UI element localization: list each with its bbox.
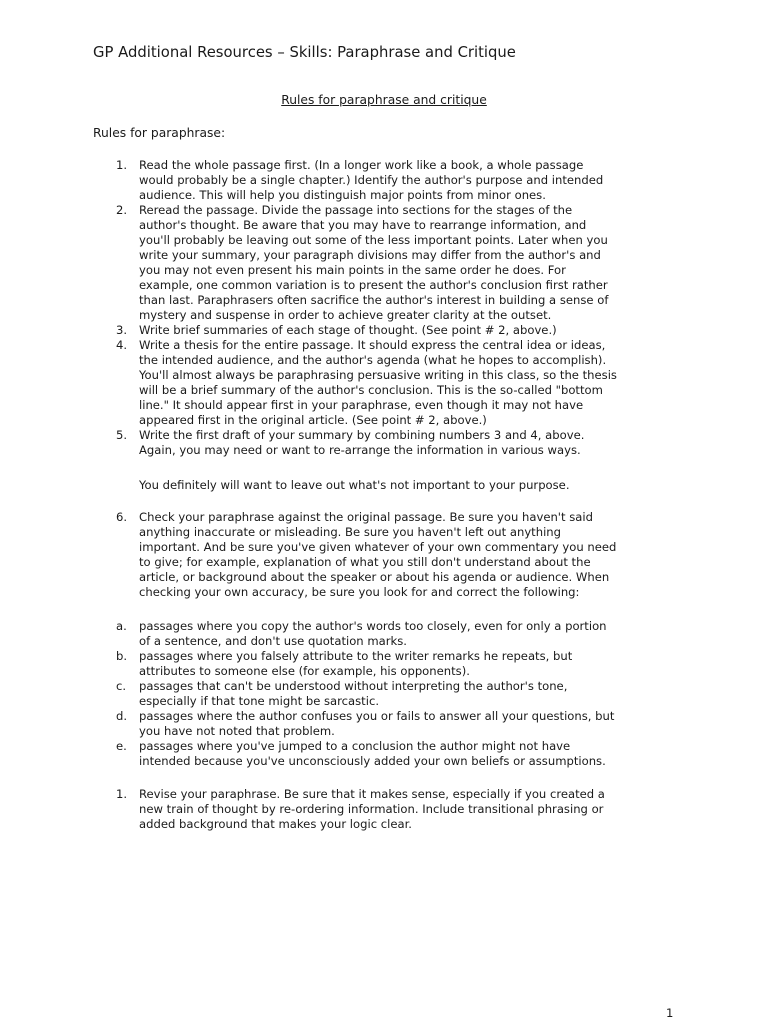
correction-sublist <box>93 619 683 769</box>
document-title: GP Additional Resources – Skills: Paraphrase and Critique <box>93 44 516 61</box>
list-item-text: Write a thesis for the entire passage. It should express the central idea or ideas, the intended audience, and the author's agenda (what he hopes to accomplish). You'll almost always be paraphrasing persuasive writing in this class, so the thesis will be a brief summary of the author's conclusion. This is the so-called "bottom line." It should appear first in your paraphrase, even though it may not have appeared first in the original article. (See point # 2, above.) <box>139 338 617 427</box>
rules-list-check <box>93 510 683 600</box>
list-item-text: passages where you falsely attribute to the writer remarks he repeats, but attributes to someone else (for example, his opponents). <box>139 649 573 678</box>
list-item <box>93 510 683 600</box>
list-item <box>93 679 683 709</box>
list-item <box>93 338 683 428</box>
page-number: 1 <box>666 1006 674 1020</box>
list-item <box>93 787 683 832</box>
purpose-note: You definitely will want to leave out what's not important to your purpose. <box>139 478 570 492</box>
list-item-text: Revise your paraphrase. Be sure that it makes sense, especially if you created a new train of thought by re-ordering information. Include transitional phrasing or added background that makes your logic clear. <box>139 787 605 831</box>
list-marker: 6. <box>116 510 128 524</box>
list-marker: 1. <box>116 158 128 172</box>
list-marker: 2. <box>116 203 128 217</box>
list-item <box>93 739 683 769</box>
list-item <box>93 323 683 338</box>
list-marker: b. <box>116 649 128 663</box>
list-item-text: passages where you copy the author's words too closely, even for only a portion of a sentence, and don't use quotation marks. <box>139 619 607 648</box>
list-item-text: passages where you've jumped to a conclusion the author might not have intended because you've unconsciously added your own beliefs or assumptions. <box>139 739 606 768</box>
list-item <box>93 619 683 649</box>
rules-list-primary <box>93 158 683 458</box>
list-marker: 3. <box>116 323 128 337</box>
list-marker: a. <box>116 619 127 633</box>
revision-list <box>93 787 683 832</box>
list-item <box>93 158 683 203</box>
list-marker: 4. <box>116 338 128 352</box>
list-marker: 5. <box>116 428 128 442</box>
list-item-text: Check your paraphrase against the original passage. Be sure you haven't said anything inaccurate or misleading. Be sure you haven't left out anything important. And be sure you've given whatever of your own commentary you need to give; for example, explanation of what you still don't understand about the article, or background about the speaker or about his agenda or audience. When checking your own accuracy, be sure you look for and correct the following: <box>139 510 617 599</box>
list-item <box>93 649 683 679</box>
section-title: Rules for paraphrase and critique <box>281 93 487 107</box>
list-marker: d. <box>116 709 128 723</box>
list-marker: 1. <box>116 787 128 801</box>
list-item-text: Read the whole passage first. (In a longer work like a book, a whole passage would probably be a single chapter.) Identify the author's purpose and intended audience. This will help you distinguish major points from minor ones. <box>139 158 604 202</box>
list-item <box>93 203 683 323</box>
list-item-text: passages that can't be understood without interpreting the author's tone, especially if that tone might be sarcastic. <box>139 679 568 708</box>
list-marker: e. <box>116 739 127 753</box>
list-item-text: Write the first draft of your summary by combining numbers 3 and 4, above. Again, you may need or want to re-arrange the information in various ways. <box>139 428 585 457</box>
list-item-text: passages where the author confuses you or fails to answer all your questions, but you have not noted that problem. <box>139 709 615 738</box>
list-item-text: Reread the passage. Divide the passage into sections for the stages of the author's thought. Be aware that you may have to rearrange information, and you'll probably be leaving out some of the less important points. Later when you write your summary, your paragraph divisions may differ from the author's and you may not even present his main points in the same order he does. For example, one common variation is to present the author's conclusion first rather than last. Paraphrasers often sacrifice the author's interest in building a sense of mystery and suspense in order to achieve greater clarity at the outset. <box>139 203 609 322</box>
list-item-text: Write brief summaries of each stage of thought. (See point # 2, above.) <box>139 323 557 337</box>
list-marker: c. <box>116 679 127 693</box>
list-item <box>93 709 683 739</box>
list-item <box>93 428 683 458</box>
paraphrase-rules-heading: Rules for paraphrase: <box>93 126 226 140</box>
